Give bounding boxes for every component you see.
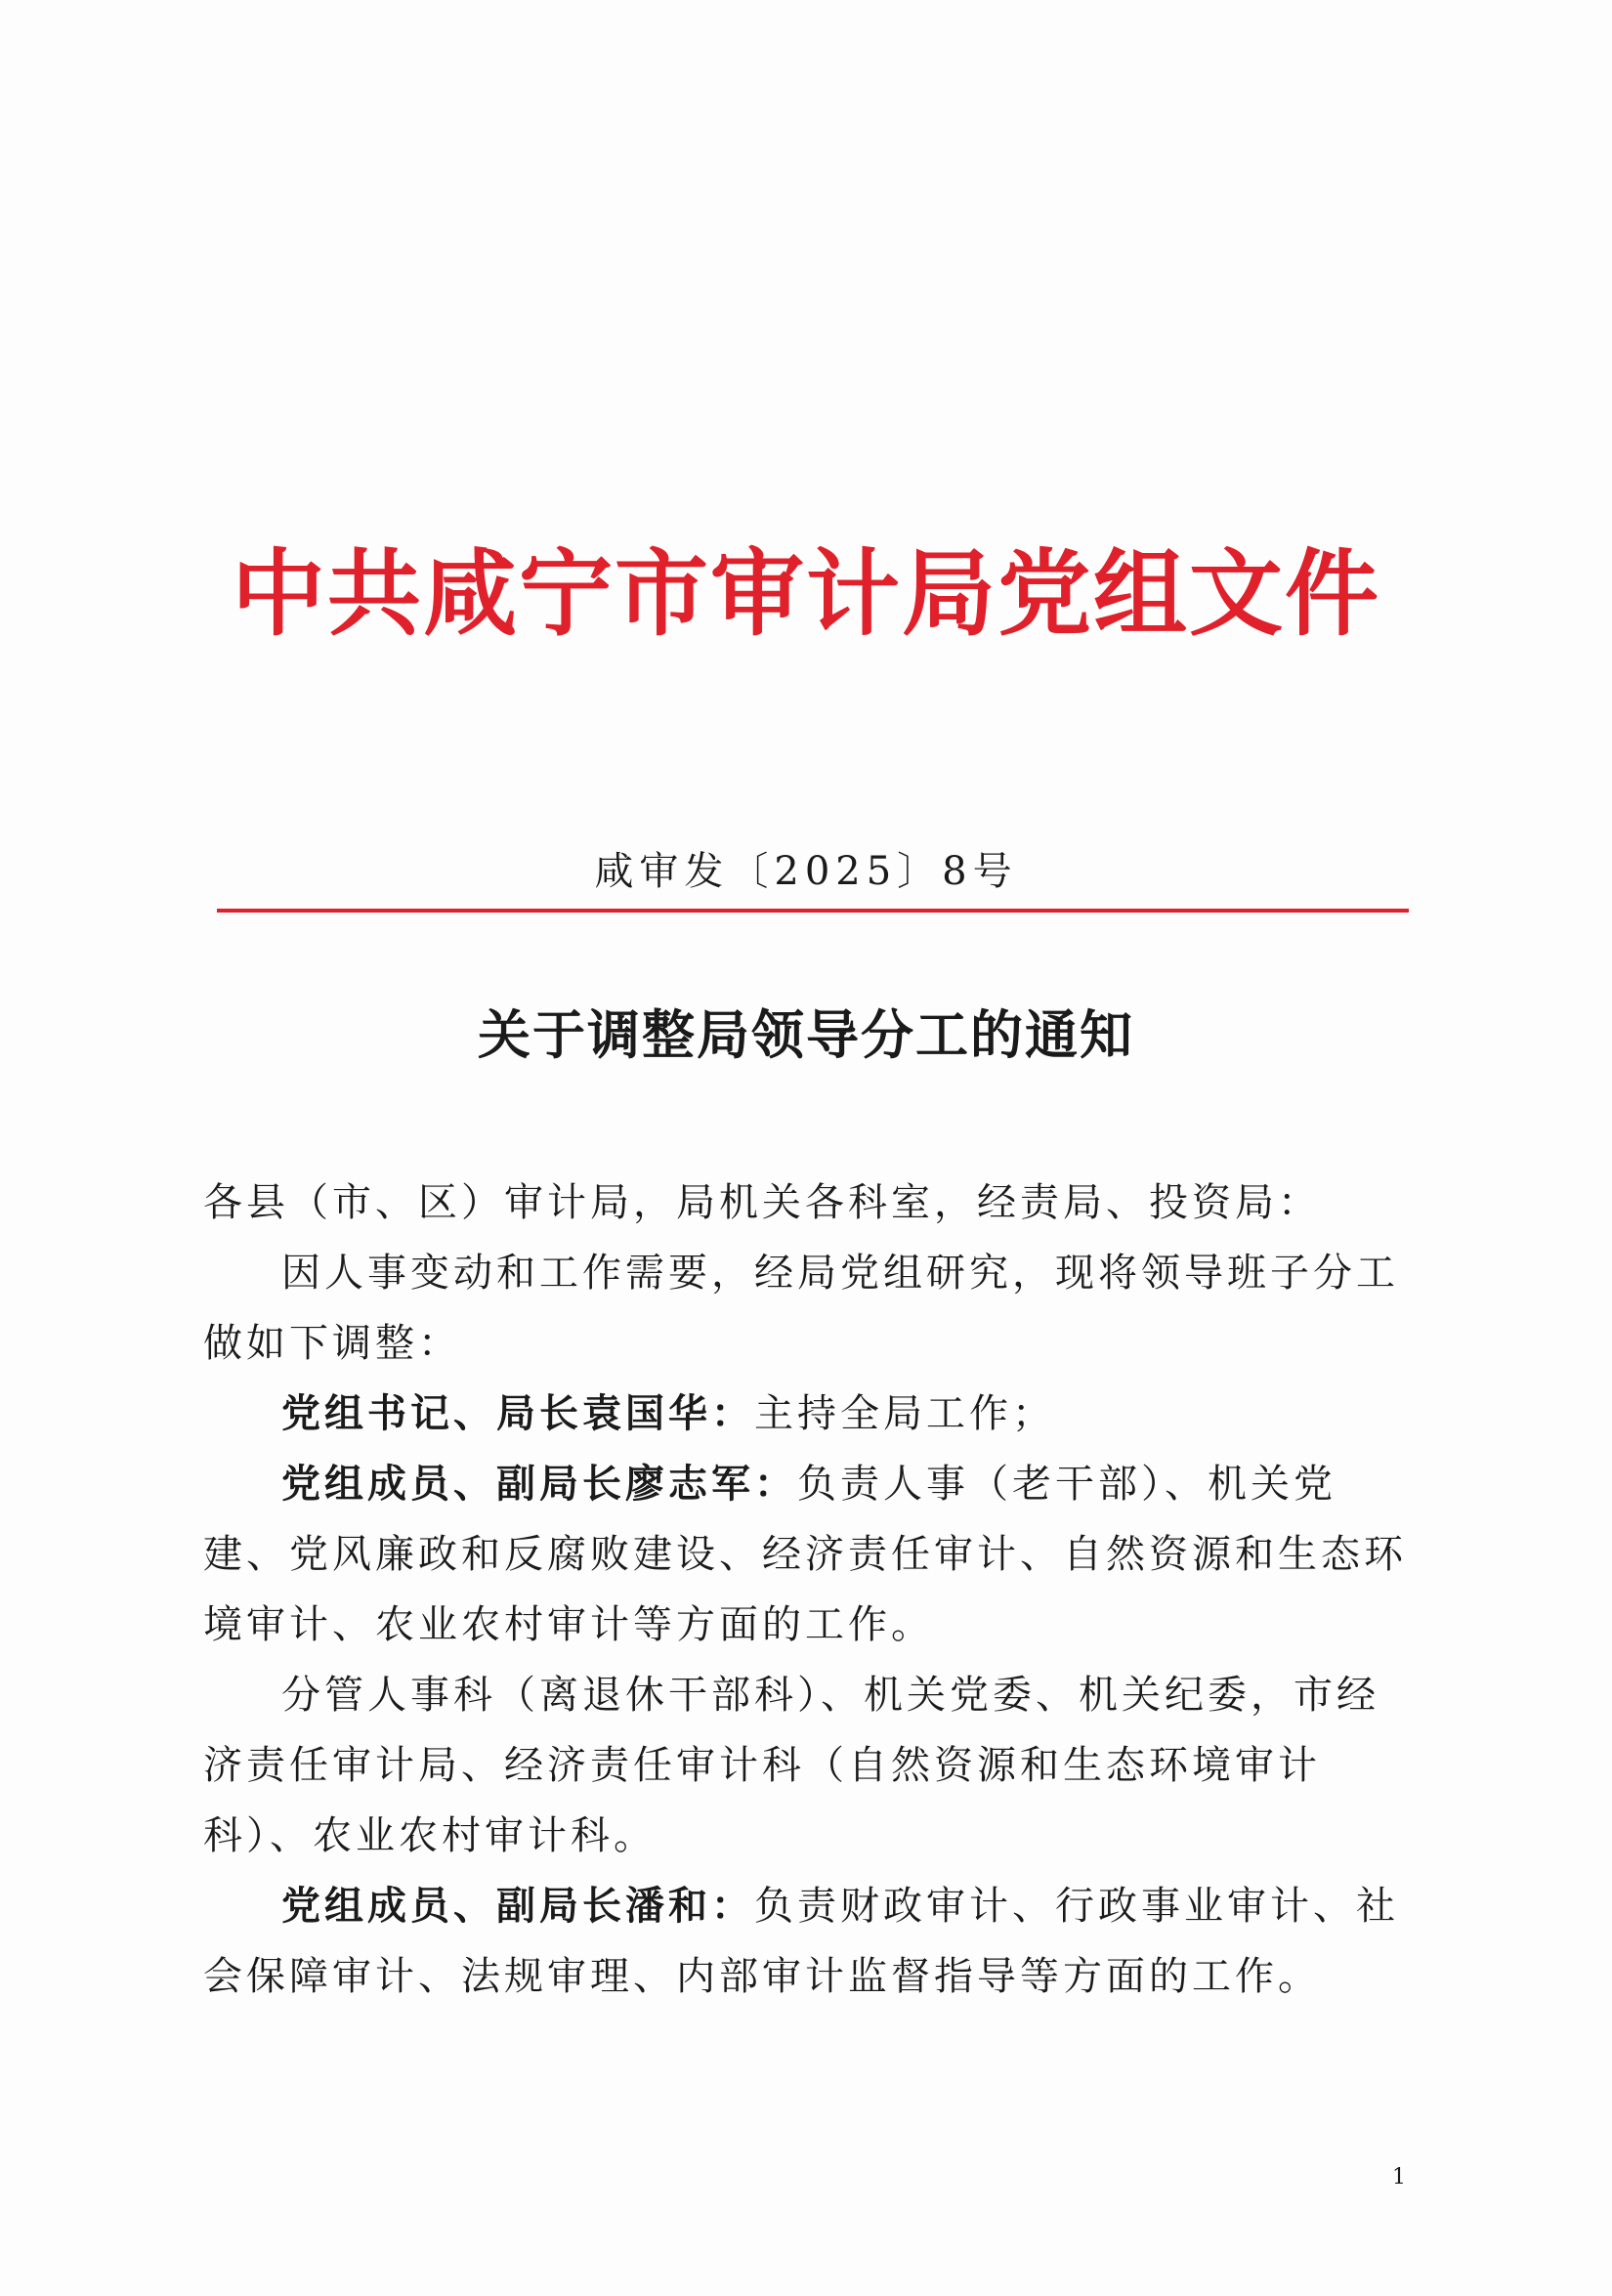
document-body — [203, 1168, 1409, 2012]
intro-paragraph: 因人事变动和工作需要，经局党组研究，现将领导班子分工做如下调整： — [203, 1251, 1399, 1366]
leader-paragraph-2 — [203, 1449, 1409, 1660]
red-divider-line — [217, 909, 1409, 913]
page-number: 1 — [1392, 2165, 1406, 2190]
leader-duties-1: 主持全局工作； — [754, 1391, 1055, 1436]
document-number: 咸审发〔2025〕8号 — [594, 849, 1018, 894]
leader-duties-2: 负责人事（老干部）、机关党建、党风廉政和反腐败建设、经济责任审计、自然资源和生态环境审计、农业农村审计等方面的工作。 — [203, 1462, 1407, 1647]
leader-name-1: 党组书记、局长袁国华： — [281, 1390, 754, 1436]
leader-supervision-2: 分管人事科（离退休干部科）、机关党委、机关纪委，市经济责任审计局、经济责任审计科（自然资源和生态环境审计科）、农业农村审计科。 — [203, 1673, 1379, 1858]
leader-paragraph-1 — [203, 1379, 1409, 1449]
salutation: 各县（市、区）审计局，局机关各科室，经责局、投资局： — [203, 1180, 1321, 1225]
document-title: 关于调整局领导分工的通知 — [478, 1003, 1134, 1066]
leader-paragraph-3 — [203, 1871, 1409, 2012]
document-masthead: 中共咸宁市审计局党组文件 — [232, 539, 1380, 649]
leader-duties-3: 负责财政审计、行政事业审计、社会保障审计、法规审理、内部审计监督指导等方面的工作。 — [203, 1884, 1399, 1999]
leader-name-3: 党组成员、副局长潘和： — [281, 1883, 754, 1929]
leader-name-2: 党组成员、副局长廖志军： — [281, 1461, 797, 1507]
